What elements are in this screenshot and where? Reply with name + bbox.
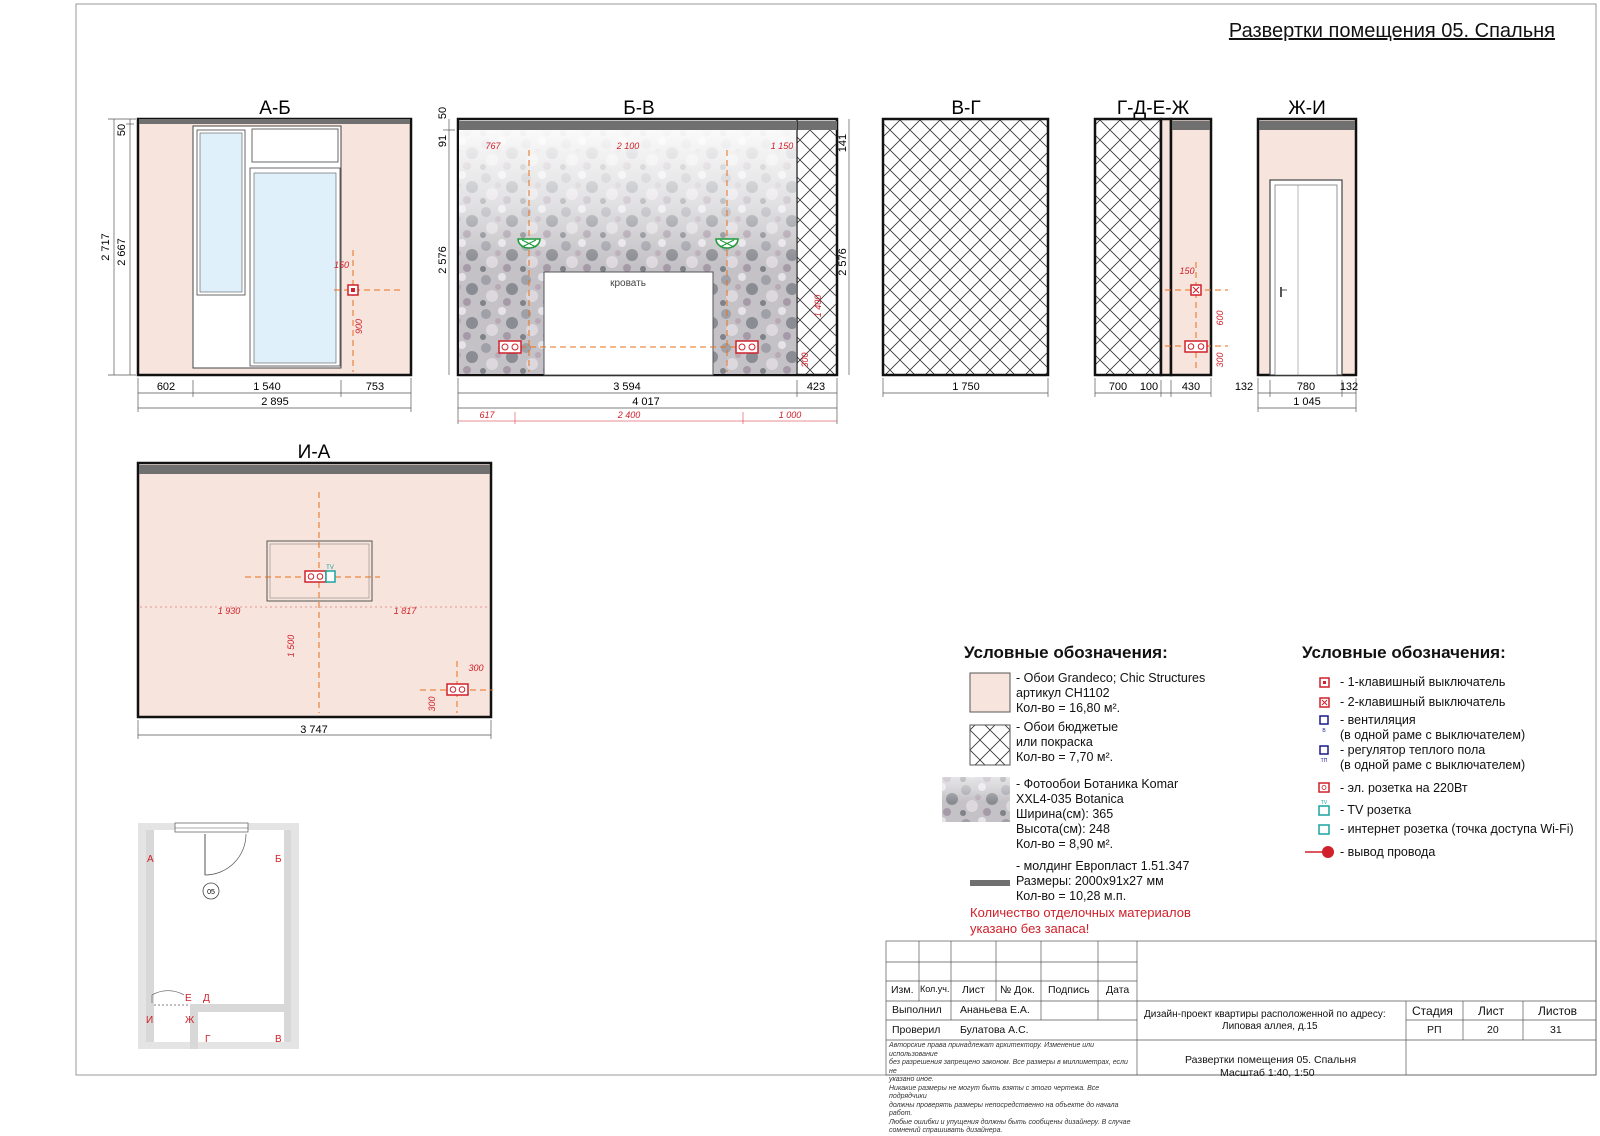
svg-text:В: В bbox=[275, 1034, 282, 1045]
svg-text:Б: Б bbox=[275, 854, 282, 865]
legend-item-switch-2: - 2-клавишный выключатель bbox=[1340, 695, 1506, 709]
svg-text:430: 430 bbox=[1181, 381, 1201, 393]
svg-text:132: 132 bbox=[1234, 381, 1254, 393]
svg-text:1 400: 1 400 bbox=[813, 294, 823, 318]
svg-text:150: 150 bbox=[1179, 266, 1195, 276]
svg-text:2 717: 2 717 bbox=[100, 233, 112, 261]
materials-warning: Количество отделочных материалов указано без запаса! bbox=[970, 905, 1191, 936]
legend-item-budget: - Обои бюджетые или покраска Кол-во = 7,70 м². bbox=[1016, 720, 1119, 764]
svg-text:602: 602 bbox=[156, 381, 176, 393]
page-title: Развертки помещения 05. Спальня bbox=[1228, 20, 1555, 42]
svg-text:И: И bbox=[146, 1015, 154, 1026]
legend-item-floor-heating: - регулятор теплого пола (в одной раме с выключателем) bbox=[1340, 743, 1526, 772]
svg-text:300: 300 bbox=[468, 663, 484, 673]
legend-item-photo-wallpaper: - Фотообои Ботаника Komar XXL4-035 Botanica Ширина(см): 365 Высота(см): 248 Кол-во = 8,90 м². bbox=[1016, 777, 1179, 851]
elevation-bv bbox=[437, 98, 849, 424]
svg-text:132: 132 bbox=[1339, 381, 1359, 393]
svg-text:2 667: 2 667 bbox=[116, 238, 128, 266]
legend-item-grandeco: - Обои Grandeco; Chic Structures артикул CH1102 Кол-во = 16,80 м². bbox=[1016, 671, 1206, 715]
svg-text:TV: TV bbox=[1320, 800, 1328, 806]
svg-text:В: В bbox=[1322, 728, 1326, 734]
svg-text:1 000: 1 000 bbox=[778, 410, 802, 420]
svg-text:91: 91 bbox=[437, 134, 449, 148]
svg-text:2 895: 2 895 bbox=[261, 396, 289, 408]
floor-heating-icon bbox=[1320, 746, 1328, 754]
svg-text:1 540: 1 540 bbox=[253, 381, 281, 393]
svg-text:1 500: 1 500 bbox=[286, 634, 296, 658]
copyright-notes: Авторские права принадлежат архитектору. Изменение или использование без разрешения запрещено законом. Все размеры в миллиметрах, если не указано иное. Никакие размеры не могут быть взяты с этого чертежа. Все подрядчики должны проверять размеры непосредственно на объекте до начала работ. Любые ошибки и упущения должны быть сообщены дизайнеру. В случае сомнений спрашивать дизайнера. bbox=[889, 1042, 1131, 1134]
svg-text:TV: TV bbox=[326, 565, 334, 571]
elevation-label: Г-Д-Е-Ж bbox=[1116, 98, 1190, 119]
swatch-budget bbox=[970, 725, 1010, 765]
legend-left-swatches bbox=[942, 673, 1010, 886]
elevation-label: Б-В bbox=[623, 98, 655, 119]
elevation-ab bbox=[100, 98, 411, 412]
svg-text:1 150: 1 150 bbox=[770, 141, 794, 151]
svg-text:4 017: 4 017 bbox=[632, 396, 660, 408]
legend-item-molding: - молдинг Европласт 1.51.347 Размеры: 2000х91х27 мм Кол-во = 10,28 м.п. bbox=[1016, 859, 1190, 903]
swatch-grandeco bbox=[970, 673, 1010, 712]
svg-text:50: 50 bbox=[437, 106, 449, 120]
legend-item-socket-220: - эл. розетка на 220Вт bbox=[1340, 781, 1468, 795]
svg-text:1 930: 1 930 bbox=[217, 606, 241, 616]
elevation-label: А-Б bbox=[259, 98, 291, 119]
svg-text:Ж: Ж bbox=[185, 1015, 195, 1026]
legend-item-wire-output: - вывод провода bbox=[1340, 845, 1436, 859]
svg-text:А: А bbox=[147, 854, 154, 865]
svg-text:767: 767 bbox=[485, 141, 501, 151]
drawing-sheet: А-Б 150 900 50 2 717 2 667 602 1 540 753 2 895 Б-В кровать 767 2 100 1 150 1 400 300 50 91 2 576 141 2 576 3 594 423 4 017 617 2 400 1 000 В-Г 1 750 Г-Д-Е-Ж 150 600 300 700 100 430 Ж-И 132 780 132 1 045 И-А TV 1 930 1 817 1 500 300 300 3 747 05 А Б В Г Д Е Ж И В ТП TV Развертки помещения 05. Спальня Условные обозначения: - Обои Grandeco; Chic Structures артикул CH1102 Кол-во = 16,80 м². - Обои бюджетые или покраска Кол-во = 7,70 м². - Фотообои Ботаника Komar XXL4-035 Botanica Ширина(см): 365 Высота(см): 248 Кол-во = 8,90 м². - молдинг Европласт 1.51.347 Размеры: 2000х91х27 мм Кол-во = 10,28 м.п. Количество отделочных материалов указано без запаса! Условные обозначения: - 1-клавишный выключатель - 2-клавишный выключатель - вентиляция (в одной раме с выключателем) - регулятор теплого пола (в одной раме с выключателем) - эл. розетка на 220Вт - TV розетка - интернет розетка (точка доступа Wi-Fi) - вывод провода Изм. Кол.уч. Лист № Док. Подпись Дата Выполнил Ананьева Е.А. Проверил Булатова А.С. Дизайн-проект квартиры расположенной по адресу: Липовая аллея, д.15 Развертки помещения 05. Спальня Масштаб 1:40, 1:50 Стадия РП Лист 20 Листов 31 Авторские права принадлежат архитектору. Изменение или использование без разрешения запрещено законом. Все размеры в миллиметрах, если не указано иное. Никакие размеры не могут быть взяты с этого чертежа. Все подрядчики должны проверять размеры непосредственно на объекте до начала работ. Любые ошибки и упущения должны быть сообщены дизайнеру. В случае сомнений спрашивать дизайнера. bbox=[0, 0, 1600, 1113]
svg-text:1 817: 1 817 bbox=[393, 606, 417, 616]
elevation-label: Ж-И bbox=[1288, 98, 1326, 119]
elevation-vg bbox=[883, 98, 1048, 397]
svg-text:100: 100 bbox=[1139, 381, 1159, 393]
tv-socket-icon bbox=[1319, 806, 1329, 815]
svg-text:50: 50 bbox=[116, 123, 128, 137]
svg-text:3 747: 3 747 bbox=[300, 724, 328, 736]
svg-text:1 750: 1 750 bbox=[952, 381, 980, 393]
socket-220-icon bbox=[1319, 783, 1329, 792]
svg-text:300: 300 bbox=[427, 696, 437, 712]
swatch-molding bbox=[970, 880, 1010, 886]
room-plan bbox=[138, 823, 299, 1049]
legend-right-icons bbox=[1305, 678, 1334, 858]
svg-text:Д: Д bbox=[203, 993, 210, 1004]
elevation-zhi bbox=[1235, 98, 1358, 412]
ventilation-icon bbox=[1320, 716, 1328, 724]
svg-text:05: 05 bbox=[207, 889, 215, 896]
legend-item-ventilation: - вентиляция (в одной раме с выключателем) bbox=[1340, 713, 1526, 742]
legend-left-heading: Условные обозначения: bbox=[964, 643, 1168, 662]
svg-text:900: 900 bbox=[354, 318, 364, 334]
legend-item-tv-socket: - TV розетка bbox=[1340, 803, 1412, 817]
svg-text:2 576: 2 576 bbox=[437, 246, 449, 274]
svg-text:780: 780 bbox=[1296, 381, 1316, 393]
bed-label: кровать bbox=[610, 278, 646, 289]
svg-text:700: 700 bbox=[1108, 381, 1128, 393]
svg-text:2 576: 2 576 bbox=[837, 248, 849, 276]
svg-text:300: 300 bbox=[1215, 352, 1225, 368]
svg-text:ТП: ТП bbox=[1320, 758, 1328, 764]
elevation-label: В-Г bbox=[951, 98, 981, 119]
elevation-gdezh bbox=[1095, 98, 1228, 397]
legend-item-switch-1: - 1-клавишный выключатель bbox=[1340, 675, 1506, 689]
svg-text:2 100: 2 100 bbox=[616, 141, 640, 151]
internet-socket-icon bbox=[1319, 825, 1329, 834]
legend-item-internet-socket: - интернет розетка (точка доступа Wi-Fi) bbox=[1340, 822, 1574, 836]
elevation-label: И-А bbox=[297, 442, 331, 463]
legend-right-heading: Условные обозначения: bbox=[1302, 643, 1506, 662]
svg-text:617: 617 bbox=[479, 410, 495, 420]
svg-text:141: 141 bbox=[837, 133, 849, 153]
svg-text:150: 150 bbox=[333, 260, 349, 270]
svg-text:1 045: 1 045 bbox=[1293, 396, 1321, 408]
elevation-ia bbox=[138, 442, 493, 739]
svg-text:Г: Г bbox=[205, 1034, 211, 1045]
svg-text:753: 753 bbox=[365, 381, 385, 393]
svg-text:2 400: 2 400 bbox=[617, 410, 641, 420]
svg-text:423: 423 bbox=[806, 381, 826, 393]
svg-text:Е: Е bbox=[185, 993, 192, 1004]
svg-text:600: 600 bbox=[1215, 310, 1225, 326]
svg-text:3 594: 3 594 bbox=[613, 381, 641, 393]
svg-text:300: 300 bbox=[800, 352, 810, 368]
